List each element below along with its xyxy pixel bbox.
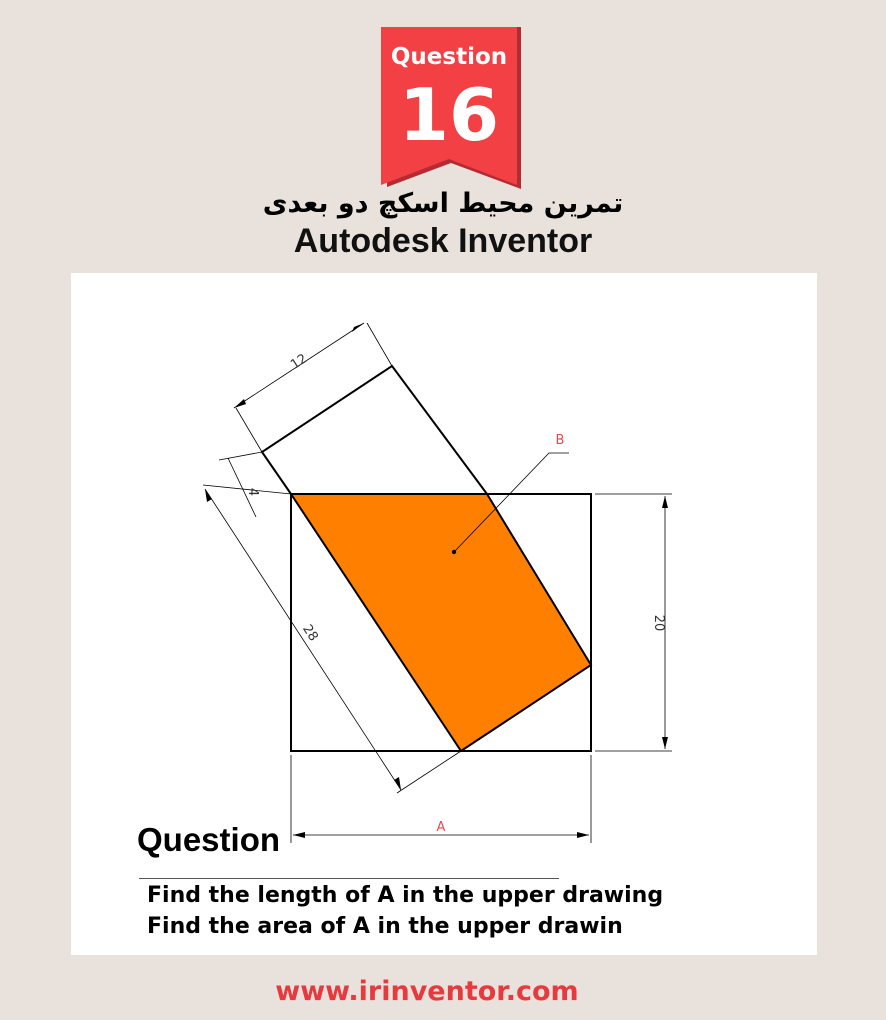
drawing-panel	[71, 273, 817, 955]
website-link[interactable]: www.irinventor.com	[275, 976, 579, 1007]
tilted-rectangle	[262, 366, 487, 494]
app-title: Autodesk Inventor	[293, 222, 593, 260]
persian-title: تمرین محیط اسکچ دو بعدی	[262, 188, 624, 219]
dimension-text-20: 20	[651, 614, 666, 632]
question-heading: Question	[137, 821, 281, 858]
label-b: B	[555, 433, 565, 448]
dimension-text-4: 4	[245, 487, 260, 497]
badge-label: Question	[390, 44, 508, 70]
question-line-2: Find the area of A in the upper drawin	[147, 914, 623, 939]
leader-point-b	[452, 550, 456, 554]
question-divider	[139, 878, 559, 879]
question-line-1: Find the length of A in the upper drawing	[147, 883, 664, 908]
dimension-text-28: 28	[299, 622, 321, 645]
dimension-text-12: 12	[288, 351, 311, 373]
shaded-region-b	[291, 494, 591, 751]
badge-number: 16	[398, 73, 500, 157]
dimension-text-a: A	[436, 820, 446, 835]
